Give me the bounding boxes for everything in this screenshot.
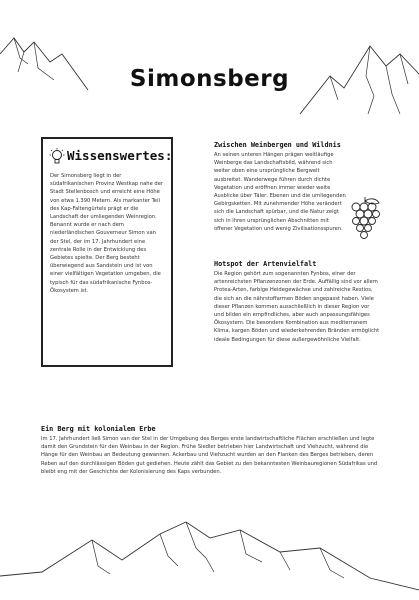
section-heading: Hotspot der Artenvielfalt xyxy=(214,260,317,268)
section-text: Im 17. Jahrhundert ließ Simon van der Stel in der Umgebung des Berges erste landwirtschaftliche Flächen erschließen und legte damit den Grundstein für den Weinbau in der Region. Frühe Siedler betrieben hier Landwirtschaft und Viehzucht, während die Hänge für den Weinbau an Bedeutung gewannen. Ackerbau und Viehzucht wurden an den Flanken des Berges betrieben, deren Reben auf den durchlässigen Böden gut gediehen. Heute zählt das Gebiet zu den bekanntesten Weinbauregionen Südafrikas und bleibt eng mit der Geschichte der Kolonisierung des Kaps verbunden. xyxy=(41,436,378,475)
info-box-header xyxy=(47,145,171,171)
mountain-icon xyxy=(0,500,419,600)
info-box-title: Wissenswertes: xyxy=(67,148,173,163)
section-text: An seinen unteren Hängen prägen weitläufige Weinberge das Landschaftsbild, während sich weiter oben eine ursprüngliche Bergwelt ausbreitet. Wanderwege führen durch dichte Vegetation und eröffnen immer wieder weite Ausblicke über Täler, Ebenen und die umliegenden Gebirgsketten. Mit zunehmender Höhe verändert sich die Landschaft spürbar, und die Natur zeigt sich in ihren ursprünglichen Abschnitten mit offener Vegetation und wenig Zivilisationsspuren. xyxy=(214,152,346,232)
section-heading: Ein Berg mit kolonialem Erbe xyxy=(41,425,156,433)
section-heading: Zwischen Weinbergen und Wildnis xyxy=(214,141,341,149)
grapes-icon xyxy=(347,195,383,243)
page-title: Simonsberg xyxy=(129,66,290,92)
lightbulb-icon xyxy=(49,147,65,167)
info-box xyxy=(41,137,173,367)
info-box-text: Der Simonsberg liegt in der südafrikanischen Provinz Westkap nahe der Stadt Stellenbosch und erreicht eine Höhe von etwa 1.390 Metern. Als markanter Teil des Kap-Faltengürtels prägt er die Landschaft der umliegenden Weinregion. Benannt wurde er nach dem niederländischen Gouverneur Simon van der Stel, der im 17. Jahrhundert eine zentrale Rolle in der Entwicklung des Gebietes spielte. Der Berg besteht überwiegend aus Sandstein und ist von einer vielfältigen Vegetation umgeben, die typisch für das südafrikanische Fynbos-Ökosystem ist. xyxy=(50,173,164,294)
section-text: Die Region gehört zum sogenannten Fynbos, einer der artenreichsten Pflanzenzonen der Erde. Auffällig sind vor allem Protea-Arten, farbige Heidegewächse und zahlreiche Restios, die sich an die nährstoffarmen Böden angepasst haben. Viele dieser Pflanzen kommen ausschließlich in dieser Region vor und bilden ein empfindliches, aber auch anpassungsfähiges Ökosystem. Die besondere Kombination aus mediterranem Klima, kargen Böden und wiederkehrenden Bränden ermöglicht ideale Bedingungen für diese außergewöhnliche Vielfalt. xyxy=(214,271,380,343)
